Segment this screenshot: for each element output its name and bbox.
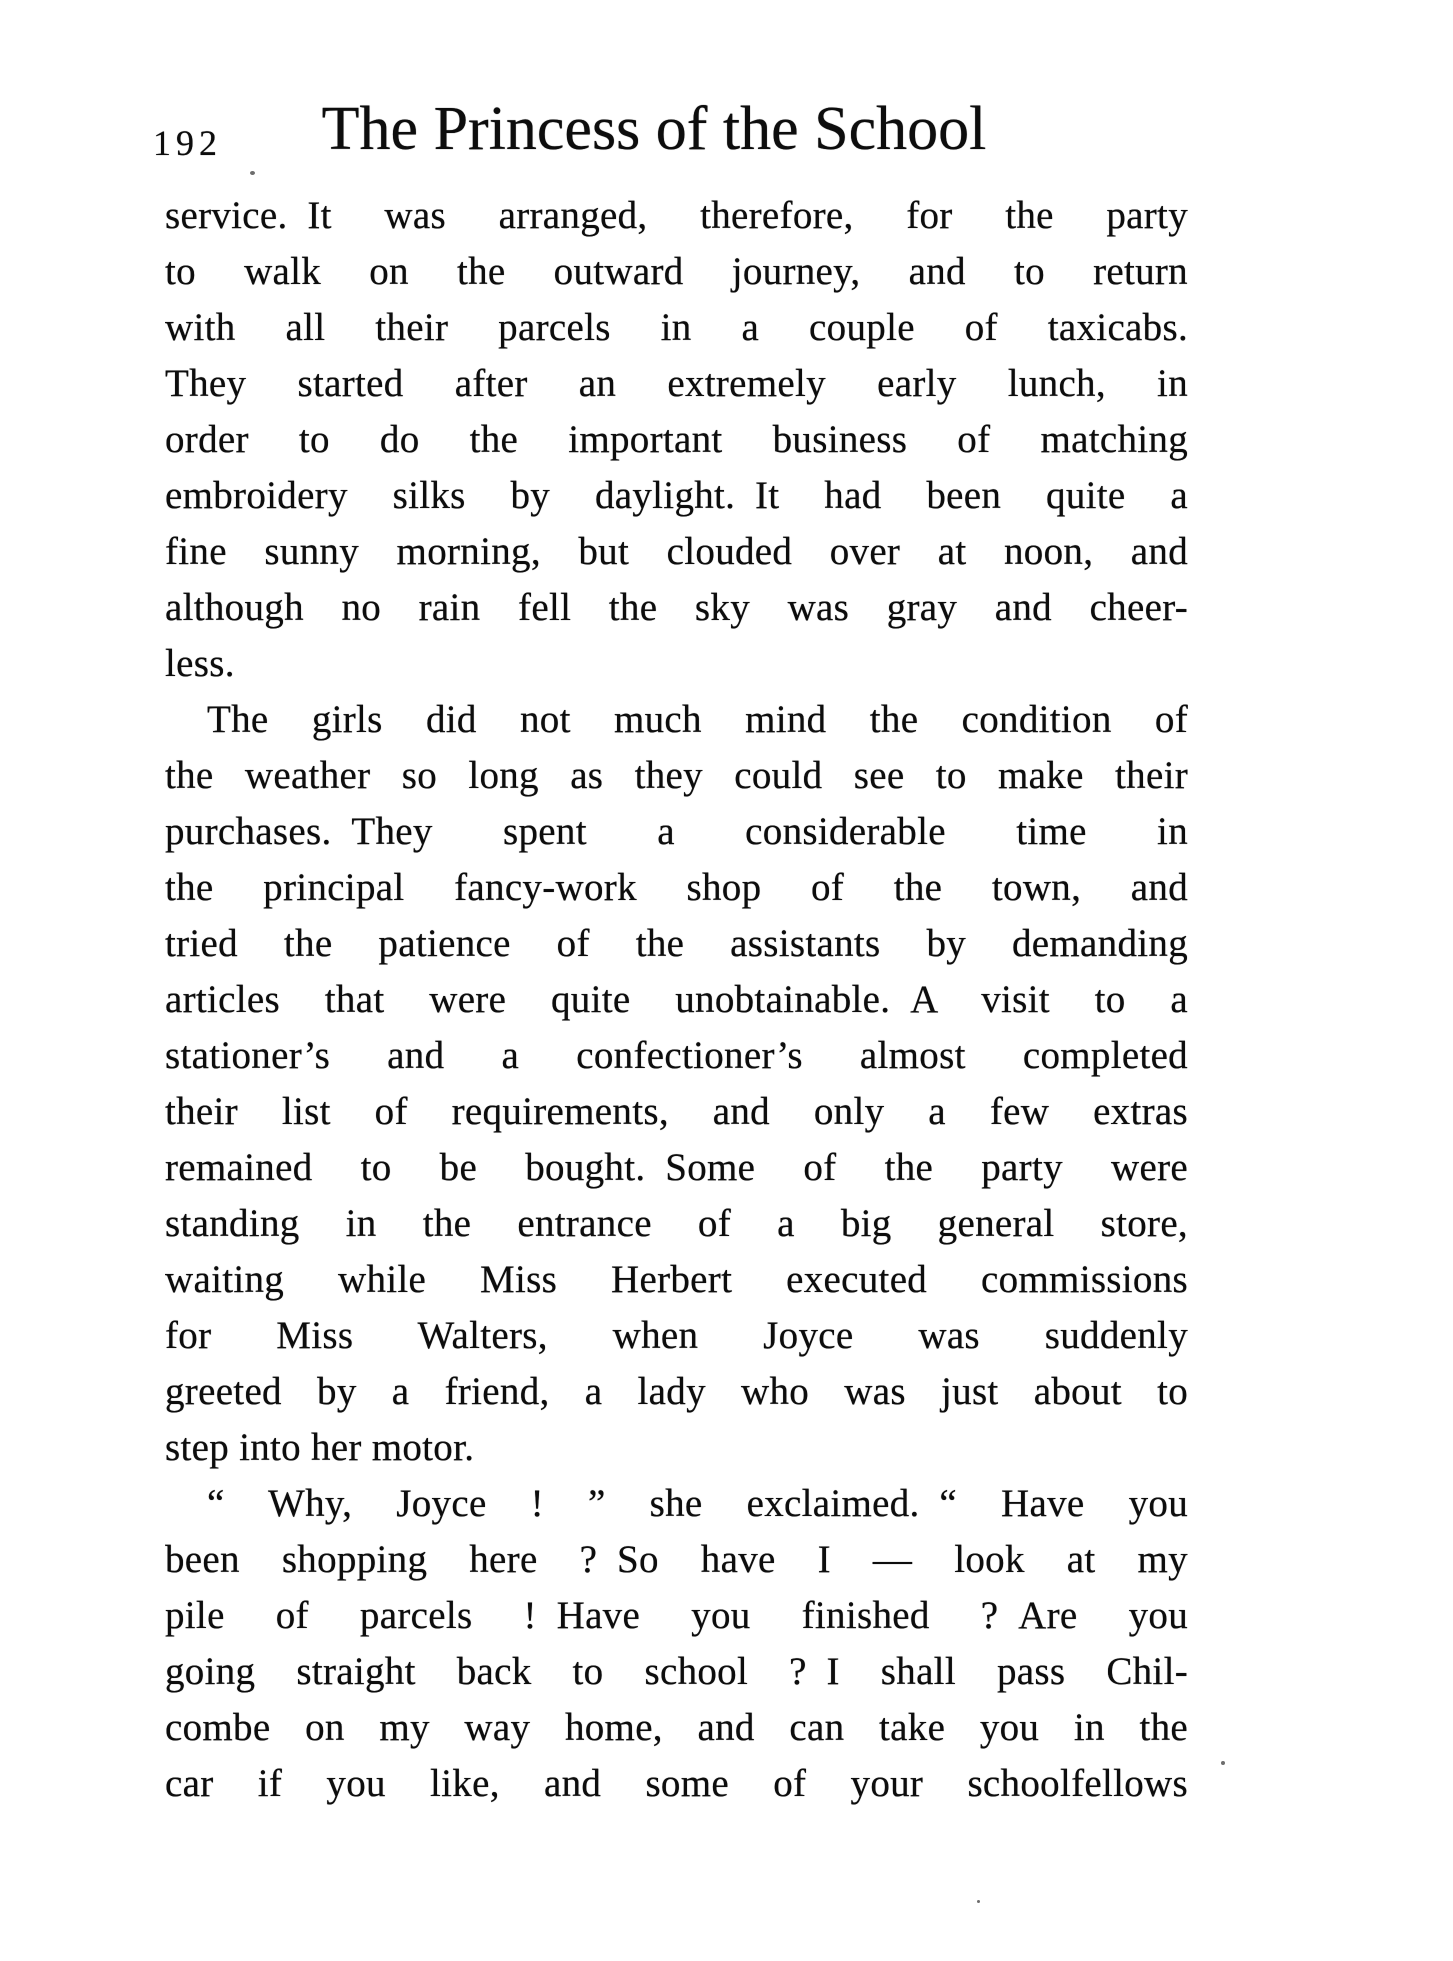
- text-line: order to do the important business of matching: [165, 418, 1188, 461]
- text-line: to walk on the outward journey, and to return: [165, 250, 1188, 293]
- text-line: The girls did not much mind the condition of: [207, 698, 1188, 741]
- text-line: They started after an extremely early lunch, in: [165, 362, 1188, 405]
- text-line: their list of requirements, and only a few extras: [165, 1090, 1188, 1133]
- text-line: tried the patience of the assistants by demanding: [165, 922, 1188, 965]
- scan-speck: [250, 171, 255, 175]
- text-line: embroidery silks by daylight. It had been quite a: [165, 474, 1188, 517]
- page-number: 192: [153, 123, 222, 163]
- text-line: stationer’s and a confectioner’s almost completed: [165, 1034, 1188, 1077]
- text-line: combe on my way home, and can take you in the: [165, 1706, 1188, 1749]
- text-line: fine sunny morning, but clouded over at noon, and: [165, 530, 1188, 573]
- text-line: going straight back to school ? I shall pass Chil-: [165, 1650, 1188, 1693]
- text-line: greeted by a friend, a lady who was just about to: [165, 1370, 1188, 1413]
- text-line: for Miss Walters, when Joyce was suddenly: [165, 1314, 1188, 1357]
- text-line: service. It was arranged, therefore, for the party: [165, 194, 1188, 237]
- scan-speck: [977, 1900, 980, 1903]
- text-line: step into her motor.: [165, 1426, 475, 1469]
- text-line: although no rain fell the sky was gray and cheer-: [165, 586, 1188, 629]
- text-line: “ Why, Joyce ! ” she exclaimed. “ Have you: [207, 1482, 1188, 1525]
- text-line: purchases. They spent a considerable time in: [165, 810, 1188, 853]
- text-line: remained to be bought. Some of the party were: [165, 1146, 1188, 1189]
- text-line: the weather so long as they could see to make their: [165, 754, 1188, 797]
- text-line: with all their parcels in a couple of taxicabs.: [165, 306, 1188, 349]
- page-body: [165, 188, 1188, 1812]
- scan-speck: [1221, 1761, 1225, 1765]
- text-line: less.: [165, 642, 235, 685]
- text-line: waiting while Miss Herbert executed commissions: [165, 1258, 1188, 1301]
- text-line: been shopping here ? So have I — look at my: [165, 1538, 1188, 1581]
- text-line: articles that were quite unobtainable. A visit to a: [165, 978, 1188, 1021]
- text-line: standing in the entrance of a big general store,: [165, 1202, 1188, 1245]
- text-line: pile of parcels ! Have you finished ? Are you: [165, 1594, 1188, 1637]
- text-line: car if you like, and some of your schoolfellows: [165, 1762, 1188, 1805]
- running-header-title: The Princess of the School: [321, 95, 987, 163]
- text-line: the principal fancy-work shop of the town, and: [165, 866, 1188, 909]
